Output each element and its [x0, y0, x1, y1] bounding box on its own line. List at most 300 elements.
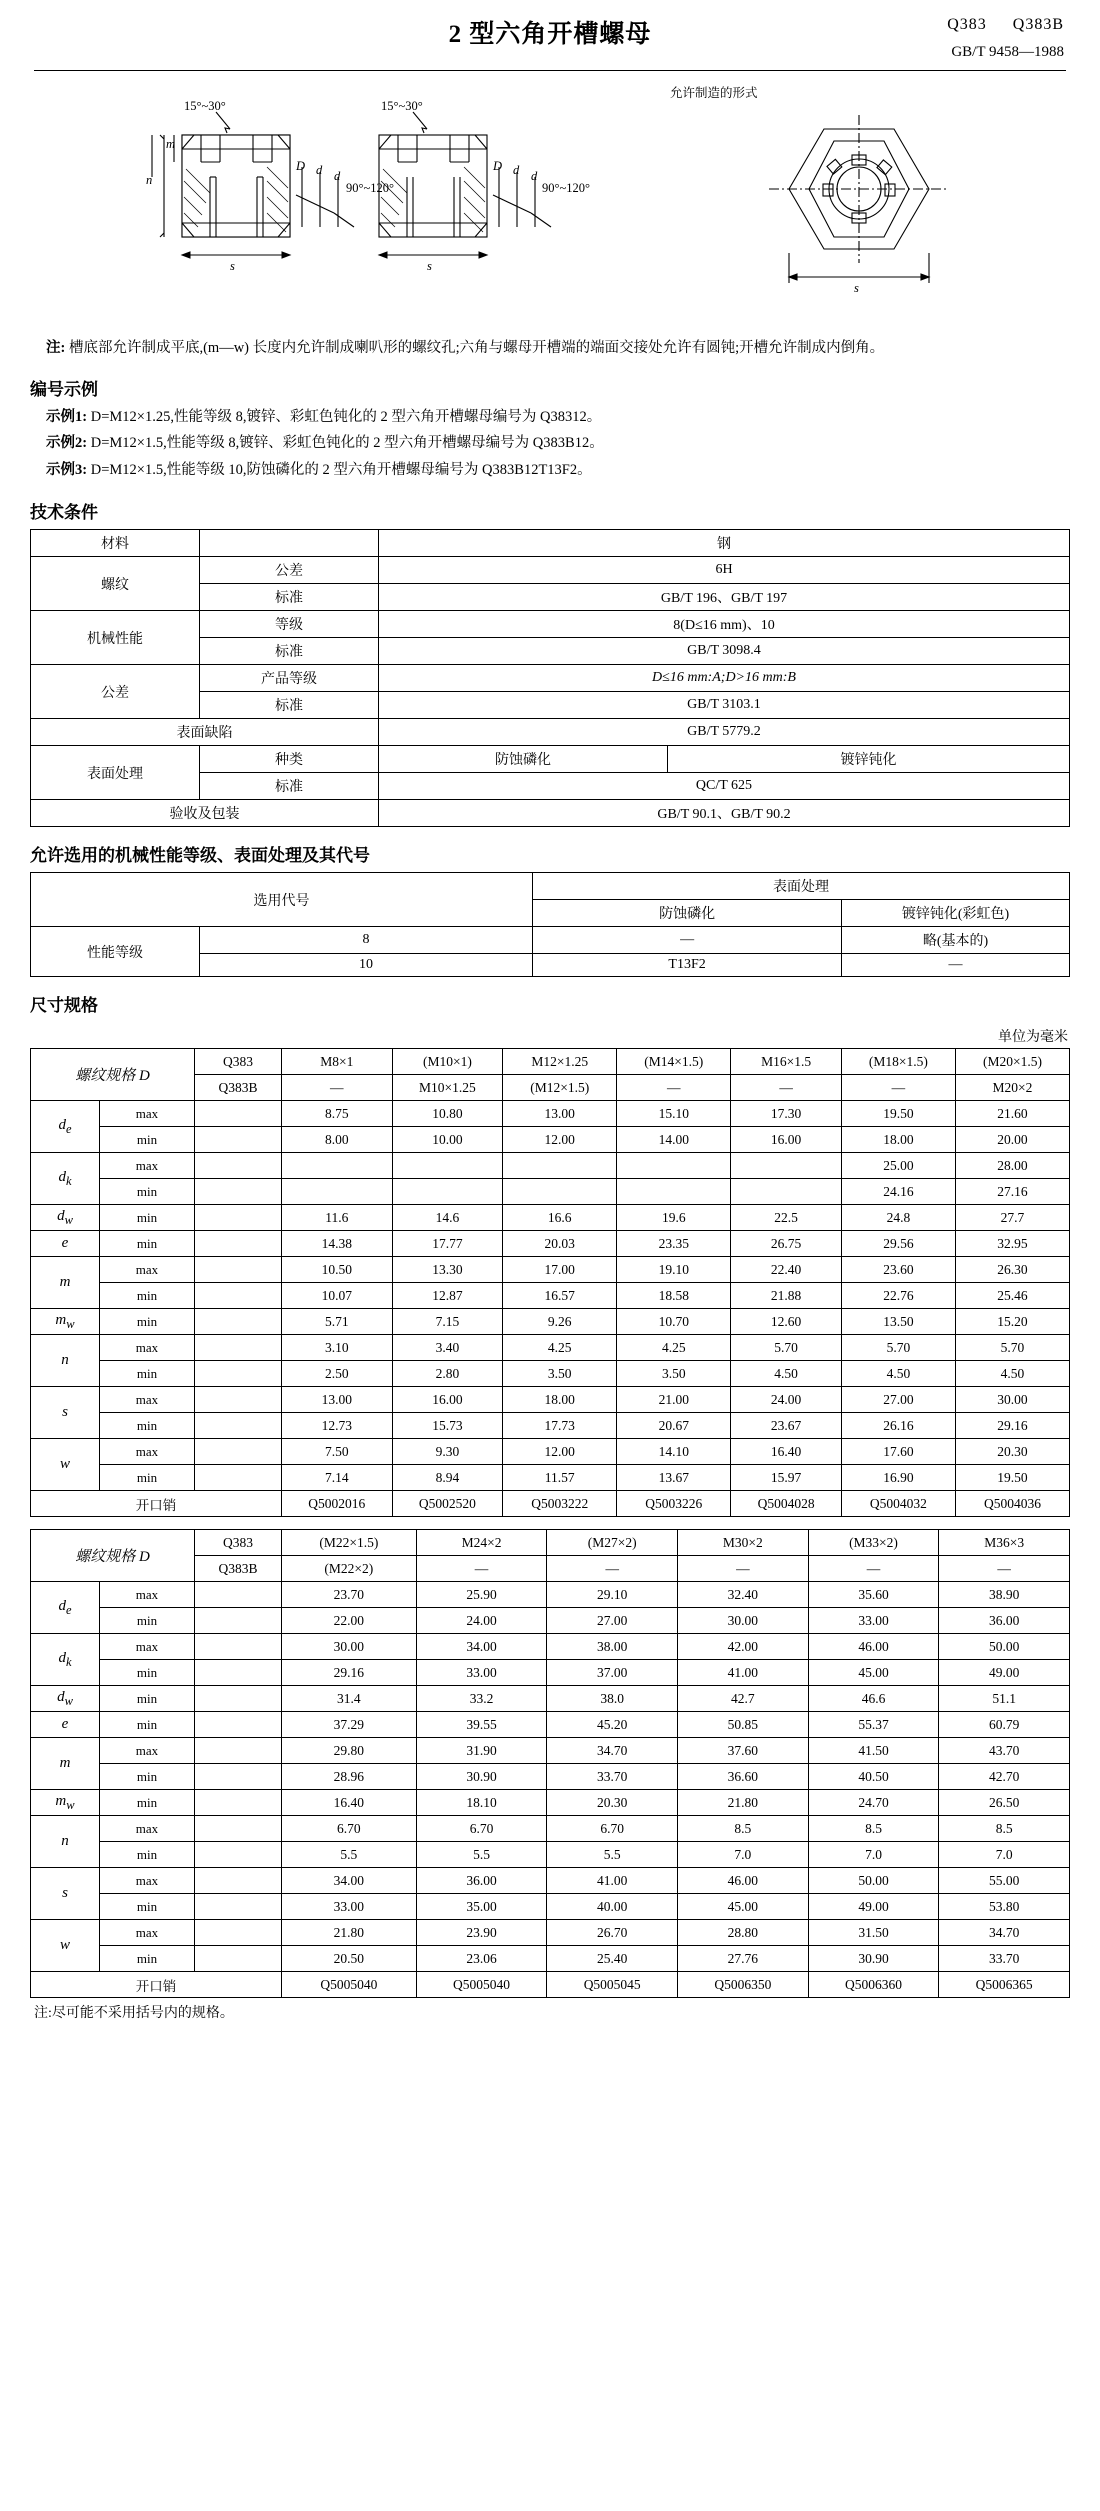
dims-thread-spec-q383b: (M22×2) [282, 1556, 417, 1582]
tech-value-tolerance: 6H [379, 557, 1070, 584]
angle-label-4: 90°~120° [542, 181, 591, 195]
grades-value-10: 10 [200, 954, 533, 977]
dims-value: 36.00 [416, 1868, 547, 1894]
tech-sub-tolerance: 公差 [200, 557, 379, 584]
dims-spec-label: 螺纹规格 D [31, 1049, 195, 1101]
dims-value: 2.80 [392, 1361, 503, 1387]
dims-value: 41.00 [547, 1868, 678, 1894]
dims-code-blank [195, 1283, 282, 1309]
table-row [31, 611, 1070, 638]
dims-value: 5.5 [416, 1842, 547, 1868]
dims-thread-spec-q383: (M27×2) [547, 1530, 678, 1556]
marking-example-3-label: 示例3: [46, 462, 88, 479]
section-title-marking: 编号示例 [30, 379, 98, 399]
dims-pin-value: Q5004036 [955, 1491, 1069, 1517]
dims-value: 12.73 [282, 1413, 393, 1439]
dims-value: 17.30 [731, 1101, 842, 1127]
dims-value: 21.80 [678, 1790, 809, 1816]
dims-minmax: max [100, 1868, 195, 1894]
dims-value: 15.10 [617, 1101, 731, 1127]
tech-value-grade: 8(D≤16 mm)、10 [379, 611, 1070, 638]
tech-sub-standard-mech: 标准 [200, 638, 379, 665]
dims-value: 23.70 [282, 1582, 417, 1608]
dims-value: 33.00 [282, 1894, 417, 1920]
dims-value: 14.00 [617, 1127, 731, 1153]
dims-value: 24.8 [841, 1205, 955, 1231]
dims-code-blank [195, 1920, 282, 1946]
dims-code-blank [195, 1582, 282, 1608]
dims-value: 16.40 [731, 1439, 842, 1465]
dims-value: 4.50 [731, 1361, 842, 1387]
table-row [31, 1608, 1070, 1634]
dims-value: 31.50 [808, 1920, 939, 1946]
dims-value: 5.5 [547, 1842, 678, 1868]
dim-label-D-left: D [296, 159, 306, 173]
figure-drawings [34, 77, 1066, 332]
table-row [31, 1946, 1070, 1972]
dims-symbol: $d_e$ [31, 1101, 100, 1153]
table-row [31, 1816, 1070, 1842]
dims-value: 9.26 [503, 1309, 617, 1335]
dims-value: 30.00 [678, 1608, 809, 1634]
table-row [31, 1335, 1070, 1361]
dims-value: 13.30 [392, 1257, 503, 1283]
dims-code-blank [195, 1413, 282, 1439]
dims-value: 14.6 [392, 1205, 503, 1231]
marking-examples [46, 404, 1054, 484]
dim-label-dw-left: d [334, 169, 341, 183]
dims-footnote-label: 注: [34, 2006, 52, 2022]
dims-value [731, 1179, 842, 1205]
dims-thread-spec-q383b: — [416, 1556, 547, 1582]
dims-symbol: $m_w$ [31, 1790, 100, 1816]
dims-value: 10.70 [617, 1309, 731, 1335]
dims-code-blank [195, 1101, 282, 1127]
dims-value [617, 1179, 731, 1205]
grades-col-zinc: 镀锌钝化(彩虹色) [842, 900, 1070, 927]
dims-value [282, 1179, 393, 1205]
dims-minmax: max [100, 1257, 195, 1283]
dims-code-blank [195, 1712, 282, 1738]
dims-value: 50.85 [678, 1712, 809, 1738]
dims-value: 6.70 [282, 1816, 417, 1842]
page-title: 2 型六角开槽螺母 [448, 21, 652, 48]
tech-label-surface-defect: 表面缺陷 [31, 719, 379, 746]
dims-symbol: s [31, 1387, 100, 1439]
dims-value: 28.80 [678, 1920, 809, 1946]
dims-value: 41.50 [808, 1738, 939, 1764]
dims-value: 19.10 [617, 1257, 731, 1283]
dims-value: 45.20 [547, 1712, 678, 1738]
dims-thread-spec-q383: (M10×1) [392, 1049, 503, 1075]
table-row [31, 1868, 1070, 1894]
dims-minmax: min [100, 1712, 195, 1738]
dims-code-blank [195, 1842, 282, 1868]
dims-minmax: max [100, 1920, 195, 1946]
dims-value: 34.70 [939, 1920, 1070, 1946]
dims-value: 25.90 [416, 1582, 547, 1608]
dims-minmax: min [100, 1309, 195, 1335]
dims-value: 16.00 [392, 1387, 503, 1413]
dims-thread-spec-q383b: — [808, 1556, 939, 1582]
dims-value: 6.70 [416, 1816, 547, 1842]
dims-value: 34.70 [547, 1738, 678, 1764]
dims-value: 8.94 [392, 1465, 503, 1491]
table-row [31, 1361, 1070, 1387]
dim-label-m-left: m [166, 137, 176, 151]
dims-value: 25.00 [841, 1153, 955, 1179]
dims-code-blank [195, 1946, 282, 1972]
grades-table [30, 872, 1070, 977]
dims-value: 33.00 [416, 1660, 547, 1686]
dims-value: 34.00 [416, 1634, 547, 1660]
dims-code-blank [195, 1257, 282, 1283]
dims-value: 22.40 [731, 1257, 842, 1283]
dims-minmax: max [100, 1387, 195, 1413]
dims-value: 3.50 [503, 1361, 617, 1387]
dims-value: 46.00 [678, 1868, 809, 1894]
figure-caption-allowed-form: 允许制造的形式 [670, 86, 758, 100]
dims-value: 5.5 [282, 1842, 417, 1868]
dims-value: 8.5 [808, 1816, 939, 1842]
dims-value: 28.00 [955, 1153, 1069, 1179]
dims-code-blank [195, 1660, 282, 1686]
dims-value [282, 1153, 393, 1179]
dims-value: 46.6 [808, 1686, 939, 1712]
table-row [31, 1894, 1070, 1920]
dims-value: 32.95 [955, 1231, 1069, 1257]
table-row [31, 1712, 1070, 1738]
dims-minmax: min [100, 1842, 195, 1868]
dims-value: 11.6 [282, 1205, 393, 1231]
dims-value: 29.80 [282, 1738, 417, 1764]
grades-zinc-8: 略(基本的) [842, 927, 1070, 954]
dims-value: 45.00 [808, 1660, 939, 1686]
grades-row-label: 性能等级 [31, 927, 200, 977]
dims-value [731, 1153, 842, 1179]
tech-sub-standard-surface: 标准 [200, 773, 379, 800]
figure-note-text: 槽底部允许制成平底,(m—w) 长度内允许制成喇叭形的螺纹孔;六角与螺母开槽端的端面交接处允许有圆钝;开槽允许制成内倒角。 [68, 340, 885, 356]
dims-value: 26.75 [731, 1231, 842, 1257]
tech-value-zinc: 镀锌钝化 [668, 746, 1070, 773]
dims-value: 50.00 [808, 1868, 939, 1894]
dims-thread-spec-q383: (M18×1.5) [841, 1049, 955, 1075]
dims-thread-spec-q383: M16×1.5 [731, 1049, 842, 1075]
dims-value: 25.40 [547, 1946, 678, 1972]
dims-value: 33.2 [416, 1686, 547, 1712]
dims-code-blank [195, 1153, 282, 1179]
dims-value: 15.73 [392, 1413, 503, 1439]
dims-value: 22.5 [731, 1205, 842, 1231]
dims-value: 5.70 [955, 1335, 1069, 1361]
tech-sub-grade: 等级 [200, 611, 379, 638]
dims-value: 24.70 [808, 1790, 939, 1816]
table-row [31, 1920, 1070, 1946]
dims-value: 51.1 [939, 1686, 1070, 1712]
dims-symbol: $d_e$ [31, 1582, 100, 1634]
dims-pin-label: 开口销 [31, 1972, 282, 1998]
dims-thread-spec-q383b: (M12×1.5) [503, 1075, 617, 1101]
table-row [31, 1972, 1070, 1998]
dims-value: 18.00 [503, 1387, 617, 1413]
dims-value: 21.88 [731, 1283, 842, 1309]
dims-pin-value: Q5006360 [808, 1972, 939, 1998]
section-title-tech: 技术条件 [30, 503, 98, 523]
dims-code-blank [195, 1309, 282, 1335]
tech-sub-standard-thread: 标准 [200, 584, 379, 611]
dims-thread-spec-q383b: — [841, 1075, 955, 1101]
table-row [31, 927, 1070, 954]
dims-value: 15.20 [955, 1309, 1069, 1335]
table-row [31, 719, 1070, 746]
grades-phos-10: T13F2 [533, 954, 842, 977]
dims-value: 12.00 [503, 1439, 617, 1465]
dims-pin-label: 开口销 [31, 1491, 282, 1517]
part-code-1: Q383 [947, 16, 987, 33]
tech-label-mech: 机械性能 [31, 611, 200, 665]
table-row [31, 1530, 1070, 1556]
dims-row-q383: Q383 [195, 1530, 282, 1556]
dims-minmax: max [100, 1738, 195, 1764]
dims-value: 29.56 [841, 1231, 955, 1257]
dims-symbol: w [31, 1920, 100, 1972]
dims-thread-spec-q383: (M22×1.5) [282, 1530, 417, 1556]
dims-pin-value: Q5004028 [731, 1491, 842, 1517]
marking-example-2 [46, 430, 1054, 457]
dims-value: 45.00 [678, 1894, 809, 1920]
dims-value: 53.80 [939, 1894, 1070, 1920]
dims-symbol: $d_w$ [31, 1686, 100, 1712]
dims-row-q383: Q383 [195, 1049, 282, 1075]
tech-label-thread: 螺纹 [31, 557, 200, 611]
dims-value: 35.60 [808, 1582, 939, 1608]
dims-value: 19.50 [955, 1465, 1069, 1491]
dims-minmax: max [100, 1582, 195, 1608]
dims-pin-value: Q5003222 [503, 1491, 617, 1517]
dims-value: 31.90 [416, 1738, 547, 1764]
dims-value: 4.50 [841, 1361, 955, 1387]
table-row [31, 1049, 1070, 1075]
dims-thread-spec-q383: M36×3 [939, 1530, 1070, 1556]
marking-example-2-label: 示例2: [46, 435, 88, 452]
dims-thread-spec-q383b: — [678, 1556, 809, 1582]
dims-value: 16.40 [282, 1790, 417, 1816]
dims-value: 42.00 [678, 1634, 809, 1660]
dims-code-blank [195, 1127, 282, 1153]
dims-symbol: n [31, 1335, 100, 1387]
tech-label-material: 材料 [31, 530, 200, 557]
dims-value: 10.50 [282, 1257, 393, 1283]
standard-number: GB/T 9458—1988 [951, 44, 1064, 60]
dims-value: 4.50 [955, 1361, 1069, 1387]
dims-value: 60.79 [939, 1712, 1070, 1738]
page-header [0, 0, 1100, 64]
dims-footnote [34, 2002, 1066, 2022]
dims-value: 46.00 [808, 1634, 939, 1660]
dims-minmax: min [100, 1283, 195, 1309]
dims-value: 38.00 [547, 1634, 678, 1660]
dims-value: 49.00 [939, 1660, 1070, 1686]
dims-value: 27.16 [955, 1179, 1069, 1205]
tech-value-standard-tol: GB/T 3103.1 [379, 692, 1070, 719]
dims-value: 12.60 [731, 1309, 842, 1335]
dims-code-blank [195, 1439, 282, 1465]
tech-value-acceptance: GB/T 90.1、GB/T 90.2 [379, 800, 1070, 827]
table-row [31, 1764, 1070, 1790]
marking-example-1 [46, 404, 1054, 431]
dims-code-blank [195, 1686, 282, 1712]
dims-value: 14.10 [617, 1439, 731, 1465]
table-row [31, 1153, 1070, 1179]
dims-minmax: min [100, 1465, 195, 1491]
dims-value: 27.00 [547, 1608, 678, 1634]
dims-value: 5.70 [841, 1335, 955, 1361]
dims-value: 10.00 [392, 1127, 503, 1153]
tech-value-material: 钢 [379, 530, 1070, 557]
dims-value: 42.70 [939, 1764, 1070, 1790]
dims-minmax: max [100, 1634, 195, 1660]
dims-value [503, 1179, 617, 1205]
dims-symbol: $d_k$ [31, 1153, 100, 1205]
marking-example-1-label: 示例1: [46, 408, 88, 425]
tech-label-surface-treat: 表面处理 [31, 746, 200, 800]
dims-minmax: min [100, 1608, 195, 1634]
dims-pin-value: Q5006350 [678, 1972, 809, 1998]
tech-sub-standard-tol: 标准 [200, 692, 379, 719]
dims-code-blank [195, 1465, 282, 1491]
dims-symbol: s [31, 1868, 100, 1920]
dims-pin-value: Q5005045 [547, 1972, 678, 1998]
dims-thread-spec-q383: M30×2 [678, 1530, 809, 1556]
dims-value: 8.75 [282, 1101, 393, 1127]
dims-value: 34.00 [282, 1868, 417, 1894]
dims-value: 5.70 [731, 1335, 842, 1361]
dim-label-s-hex: s [854, 281, 859, 295]
dims-code-blank [195, 1816, 282, 1842]
dims-thread-spec-q383: (M20×1.5) [955, 1049, 1069, 1075]
dims-value: 21.60 [955, 1101, 1069, 1127]
dims-value: 29.16 [955, 1413, 1069, 1439]
dims-value: 36.60 [678, 1764, 809, 1790]
dims-value: 16.00 [731, 1127, 842, 1153]
dims-value: 24.00 [731, 1387, 842, 1413]
table-row [31, 1413, 1070, 1439]
dims-value: 3.40 [392, 1335, 503, 1361]
dims-minmax: min [100, 1205, 195, 1231]
dims-symbol: $d_k$ [31, 1634, 100, 1686]
dims-value: 13.67 [617, 1465, 731, 1491]
dims-symbol: $d_w$ [31, 1205, 100, 1231]
dims-code-blank [195, 1764, 282, 1790]
dims-code-blank [195, 1894, 282, 1920]
dims-code-blank [195, 1608, 282, 1634]
dims-code-blank [195, 1790, 282, 1816]
dims-value: 22.00 [282, 1608, 417, 1634]
dims-value: 33.00 [808, 1608, 939, 1634]
dims-code-blank [195, 1387, 282, 1413]
dims-value: 22.76 [841, 1283, 955, 1309]
table-row [31, 1842, 1070, 1868]
dim-label-s-mid: s [427, 259, 432, 273]
dims-minmax: min [100, 1179, 195, 1205]
dims-minmax: min [100, 1660, 195, 1686]
dims-value: 7.0 [678, 1842, 809, 1868]
grades-head-code: 选用代号 [31, 873, 533, 927]
dims-value: 17.77 [392, 1231, 503, 1257]
angle-label-2: 15°~30° [381, 99, 423, 113]
dims-value: 43.70 [939, 1738, 1070, 1764]
dims-symbol: $m_w$ [31, 1309, 100, 1335]
dims-value: 14.38 [282, 1231, 393, 1257]
tech-value-product-grade: D≤16 mm:A;D>16 mm:B [379, 665, 1070, 692]
dims-value: 37.60 [678, 1738, 809, 1764]
dims-value: 25.46 [955, 1283, 1069, 1309]
dims-thread-spec-q383: (M33×2) [808, 1530, 939, 1556]
dims-minmax: min [100, 1946, 195, 1972]
table-row [31, 1283, 1070, 1309]
dims-value: 3.50 [617, 1361, 731, 1387]
dims-value: 10.80 [392, 1101, 503, 1127]
dims-value: 7.0 [808, 1842, 939, 1868]
dims-value: 23.60 [841, 1257, 955, 1283]
engineering-drawing [34, 77, 1074, 329]
dimensions-table-1 [30, 1048, 1070, 1517]
dims-thread-spec-q383b: — [282, 1075, 393, 1101]
dims-minmax: min [100, 1764, 195, 1790]
dims-minmax: min [100, 1361, 195, 1387]
dims-code-blank [195, 1361, 282, 1387]
dims-value: 38.0 [547, 1686, 678, 1712]
dims-code-blank [195, 1205, 282, 1231]
dims-value: 50.00 [939, 1634, 1070, 1660]
dims-value: 30.00 [282, 1634, 417, 1660]
dims-thread-spec-q383: M12×1.25 [503, 1049, 617, 1075]
dims-row-q383b: Q383B [195, 1556, 282, 1582]
table-row [31, 1686, 1070, 1712]
dims-value: 7.50 [282, 1439, 393, 1465]
marking-example-3 [46, 457, 1054, 484]
dim-label-dw-mid: d [531, 169, 538, 183]
figure-note-label: 注: [46, 340, 66, 356]
dims-value: 55.37 [808, 1712, 939, 1738]
dims-value: 40.50 [808, 1764, 939, 1790]
dims-value: 19.50 [841, 1101, 955, 1127]
table-row [31, 1660, 1070, 1686]
header-divider [34, 70, 1066, 71]
dims-value: 30.90 [808, 1946, 939, 1972]
dims-value: 24.00 [416, 1608, 547, 1634]
dims-value [392, 1179, 503, 1205]
dims-thread-spec-q383b: M10×1.25 [392, 1075, 503, 1101]
dims-value: 55.00 [939, 1868, 1070, 1894]
dims-minmax: max [100, 1335, 195, 1361]
dims-unit: 单位为毫米 [998, 1030, 1068, 1046]
dims-minmax: min [100, 1790, 195, 1816]
dims-pin-value: Q5005040 [282, 1972, 417, 1998]
dims-thread-spec-q383b: — [617, 1075, 731, 1101]
tech-label-tolerance: 公差 [31, 665, 200, 719]
dims-value: 33.70 [939, 1946, 1070, 1972]
dimensions-table-2 [30, 1529, 1070, 1998]
table-row [31, 665, 1070, 692]
table-row [31, 1179, 1070, 1205]
dims-thread-spec-q383b: M20×2 [955, 1075, 1069, 1101]
table-row [31, 1465, 1070, 1491]
angle-label-3: 90°~120° [346, 181, 395, 195]
dims-pin-value: Q5006365 [939, 1972, 1070, 1998]
dims-value: 23.67 [731, 1413, 842, 1439]
dims-value: 9.30 [392, 1439, 503, 1465]
